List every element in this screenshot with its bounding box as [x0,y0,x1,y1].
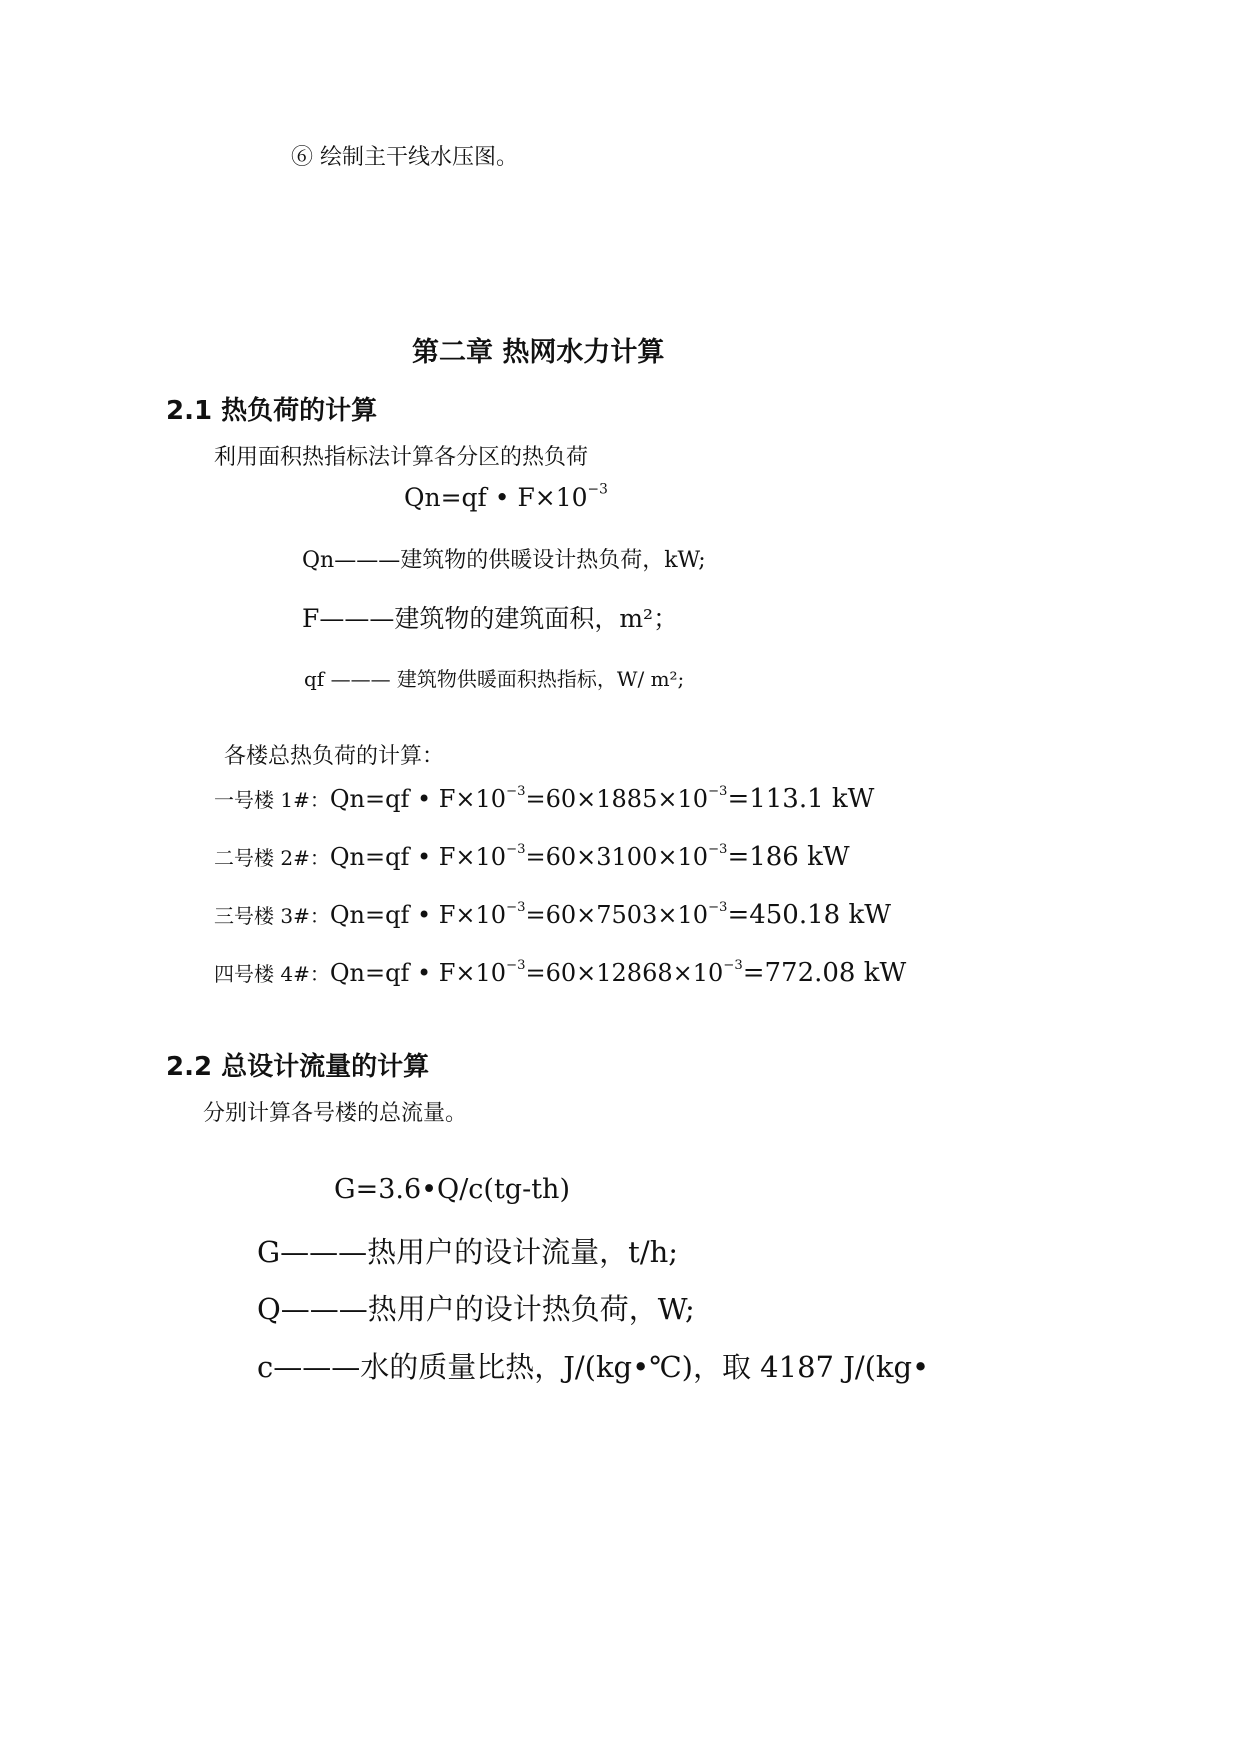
row-exp2: −3 [707,842,728,858]
row-label: 一号楼 1#： [214,788,330,812]
row-exp1: −3 [506,842,526,858]
row-expr1: Qn=qf • F×10 [329,959,507,987]
row-result: =450.18 kW [727,900,891,930]
chapter-title: 第二章 热网水力计算 [412,337,665,368]
definition-q: Q———热用户的设计热负荷，W; [257,1292,695,1326]
calc-row-2 [214,842,850,872]
row-expr1: Qn=qf • F×10 [329,843,507,871]
section-heading-2-2: 2.2 总设计流量的计算 [166,1052,430,1082]
row-label: 二号楼 2#： [214,846,330,870]
formula-text: Qn=qf • F×10 [404,483,588,512]
row-exp1: −3 [506,784,526,800]
row-expr1: Qn=qf • F×10 [329,785,507,813]
definition-qf: qf ——— 建筑物供暖面积热指标，W/ m²; [304,667,685,691]
calc-row-3 [214,900,891,930]
row-exp2: −3 [707,784,728,800]
row-exp1: −3 [506,958,526,974]
heat-load-formula [404,483,608,512]
row-expr2: =60×12868×10 [525,959,724,987]
row-exp2: −3 [723,958,743,974]
section-2-2-intro: 分别计算各号楼的总流量。 [203,1101,468,1126]
definition-g: G———热用户的设计流量，t/h; [257,1235,679,1269]
row-expr2: =60×3100×10 [525,843,708,871]
row-label: 三号楼 3#： [214,904,330,928]
calc-title: 各楼总热负荷的计算： [224,744,445,769]
list-item-6: ⑥ 绘制主干线水压图。 [291,145,518,170]
flow-formula: G=3.6•Q/c(tg-th) [334,1174,570,1205]
row-expr2: =60×7503×10 [525,901,708,929]
calc-row-4 [214,958,906,988]
row-result: =186 kW [727,842,850,872]
row-expr2: =60×1885×10 [525,785,708,813]
row-exp1: −3 [506,900,526,916]
definition-qn: Qn———建筑物的供暖设计热负荷，kW; [302,548,706,573]
row-label: 四号楼 4#： [214,962,330,986]
row-result: =113.1 kW [727,784,875,814]
formula-exponent: −3 [587,481,608,498]
definition-f: F———建筑物的建筑面积，m²； [302,604,679,633]
row-result: =772.08 kW [742,958,907,988]
row-exp2: −3 [707,900,728,916]
section-heading-2-1: 2.1 热负荷的计算 [166,396,378,426]
definition-c: c———水的质量比热，J/(kg•℃)，取 4187 J/(kg• [257,1350,930,1384]
section-2-1-intro: 利用面积热指标法计算各分区的热负荷 [214,445,589,470]
calc-row-1 [214,784,874,814]
row-expr1: Qn=qf • F×10 [329,901,507,929]
